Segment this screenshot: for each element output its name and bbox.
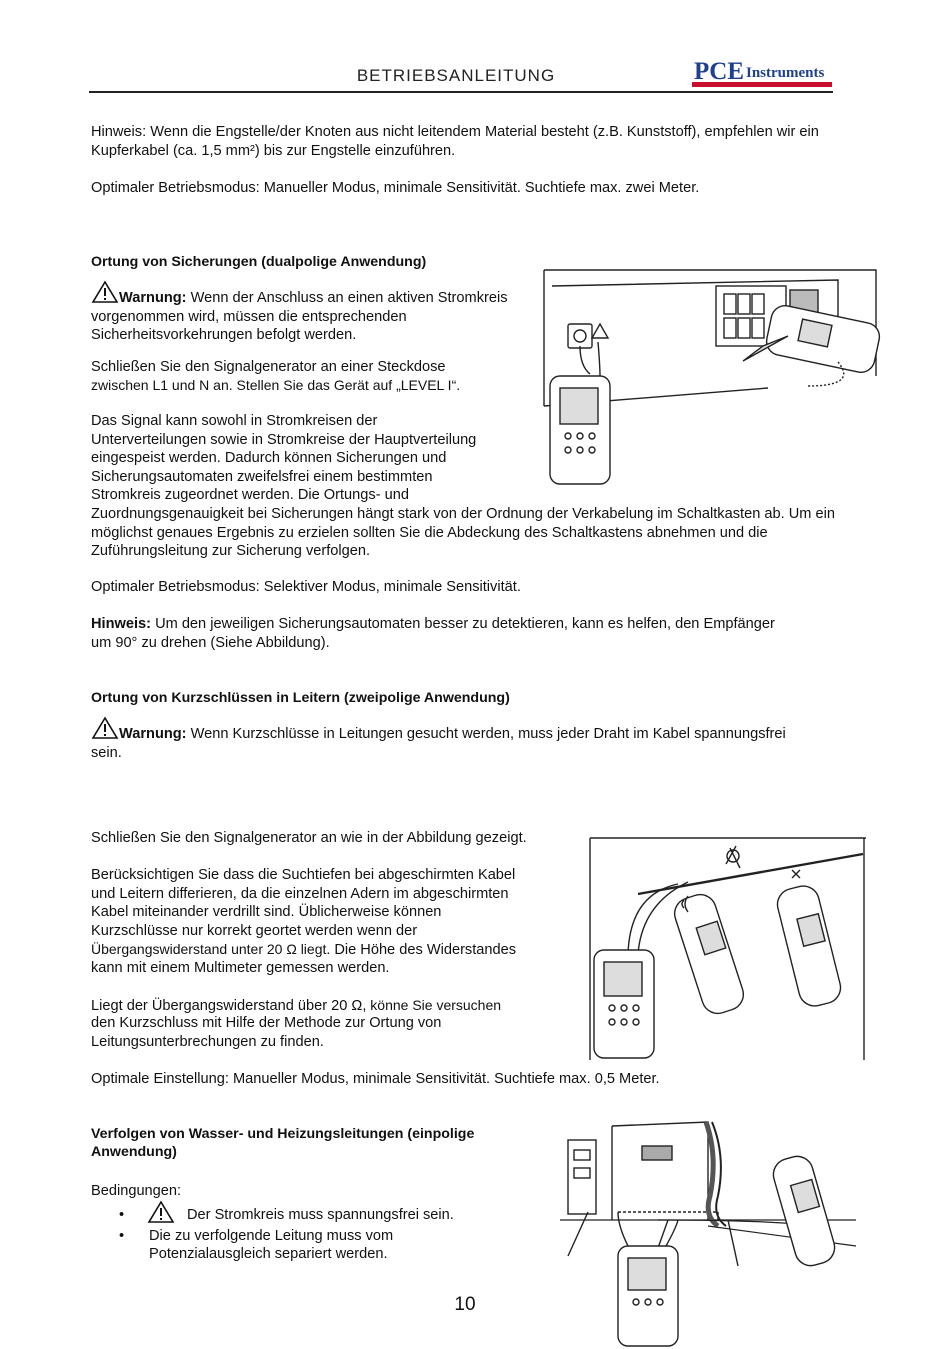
pce-instruments-logo (692, 55, 832, 87)
bullet: • (119, 1207, 125, 1223)
consider-line-5 (91, 940, 516, 960)
connect-line-1: Schließen Sie den Signalgenerator an einer Steckdose (91, 359, 446, 375)
signal-line-1: Das Signal kann sowohl in Stromkreisen der (91, 413, 378, 429)
section-heading-short-circuit: Ortung von Kurzschlüssen in Leitern (zweipolige Anwendung) (91, 690, 510, 706)
resistance-above: Liegt der Übergangswiderstand über 20 Ω, (91, 998, 367, 1014)
warning-triangle-icon (91, 280, 119, 304)
condition-text-cont: Potenzialausgleich separiert werden. (149, 1246, 388, 1263)
bullet: • (119, 1227, 125, 1244)
warning-text: Wenn Kurzschlüsse in Leitungen gesucht werden, muss jeder Draht im Kabel spannungsfrei sein. (91, 726, 786, 761)
section-heading-water-line-2: Anwendung) (91, 1144, 177, 1160)
warning-label: Warnung: (119, 290, 187, 306)
resistance-try: könne Sie versuchen (366, 997, 502, 1013)
consider-line-2: und Leitern differieren, da die einzelnen Adern im abgeschirmten (91, 886, 509, 902)
warning-text: Wenn der Anschluss an einen aktiven Stromkreis vorgenommen wird, müssen die entsprechenden Sicherheitsvorkehrungen befolgt werden. (91, 290, 508, 344)
document-title: BETRIEBSANLEITUNG (356, 66, 556, 85)
list-item (91, 1206, 531, 1225)
consider-line-3: Kabel miteinander verdrillt sind. Üblicherweise können (91, 904, 442, 920)
consider-line-1: Berücksichtigen Sie dass die Suchtiefen bei abgeschirmten Kabel (91, 867, 516, 883)
header-rule (89, 91, 833, 93)
warning-short-circuit (91, 716, 791, 762)
warning-fuses (91, 280, 531, 345)
signal-line-4: Sicherungsautomaten zweifelsfrei einem bestimmten (91, 469, 433, 485)
conditions-label: Bedingungen: (91, 1183, 182, 1199)
consider-line-4: Kurzschlüsse nur korrekt geortet werden wenn der (91, 923, 418, 939)
fuse-mode: Optimaler Betriebsmodus: Selektiver Modus, minimale Sensitivität. (91, 579, 521, 595)
section-heading-fuses: Ortung von Sicherungen (dualpolige Anwendung) (91, 254, 427, 270)
signal-line-3: eingespeist werden. Dadurch können Sicherungen und (91, 450, 447, 466)
signal-line-5: Stromkreis zugeordnet werden. Die Ortungs- und (91, 487, 409, 503)
list-item (91, 1227, 531, 1264)
signal-rest: Zuordnungsgenauigkeit bei Sicherungen hängt stark von der Ordnung der Verkabelung im Schaltkasten ab. Um ein möglichst genaues Ergebnis zu erzielen sollten Sie die Abdeckung des Schaltkastens abnehmen und die Zuführungsleitung zur Sicherung verfolgen. (91, 506, 835, 560)
condition-text: Die zu verfolgende Leitung muss vom (149, 1227, 394, 1244)
above-line-1 (91, 996, 501, 1016)
consider-line-6: kann mit einem Multimeter gemessen werden. (91, 960, 390, 976)
logo-text: Instruments (746, 65, 825, 81)
signal-line-2: Unterverteilungen sowie in Stromkreise der Hauptverteilung (91, 432, 477, 448)
intro-hint: Hinweis: Wenn die Engstelle/der Knoten aus nicht leitendem Material besteht (z.B. Kunststoff), empfehlen wir ein Kupferkabel (ca. 1,5 mm²) bis zur Engstelle einzuführen. (91, 124, 819, 159)
figure-short-circuit (588, 834, 868, 1062)
figure-fuse-location (538, 266, 882, 496)
intro-mode: Optimaler Betriebsmodus: Manueller Modus, minimale Sensitivität. Suchtiefe max. zwei Meter. (91, 180, 700, 196)
above-line-2: den Kurzschluss mit Hilfe der Methode zur Ortung von (91, 1015, 442, 1031)
hint-label: Hinweis: (91, 616, 152, 632)
warning-triangle-icon (91, 716, 119, 740)
connect-short: Schließen Sie den Signalgenerator an wie in der Abbildung gezeigt. (91, 830, 527, 846)
hint-text: Um den jeweiligen Sicherungsautomaten besser zu detektieren, kann es helfen, den Empfänger um 90° zu drehen (Siehe Abbildung). (91, 616, 775, 651)
conditions-list (91, 1206, 531, 1264)
connect-line-2: zwischen L1 und N an. Stellen Sie das Gerät auf „LEVEL I“. (91, 377, 461, 393)
above-line-3: Leitungsunterbrechungen zu finden. (91, 1034, 324, 1050)
fuse-hint (91, 615, 791, 652)
page-number: 10 (454, 1294, 476, 1315)
warning-triangle-icon (147, 1200, 175, 1224)
resistance-note: Die Höhe des Widerstandes (330, 942, 517, 958)
logo-mark: PCE (694, 58, 744, 85)
resistance-below: Übergangswiderstand unter 20 Ω liegt. (91, 941, 331, 957)
warning-label: Warnung: (119, 726, 187, 742)
short-setting: Optimale Einstellung: Manueller Modus, minimale Sensitivität. Suchtiefe max. 0,5 Meter. (91, 1071, 660, 1087)
condition-text: Der Stromkreis muss spannungsfrei sein. (187, 1207, 454, 1223)
section-heading-water-line-1: Verfolgen von Wasser- und Heizungsleitungen (einpolige (91, 1126, 475, 1142)
